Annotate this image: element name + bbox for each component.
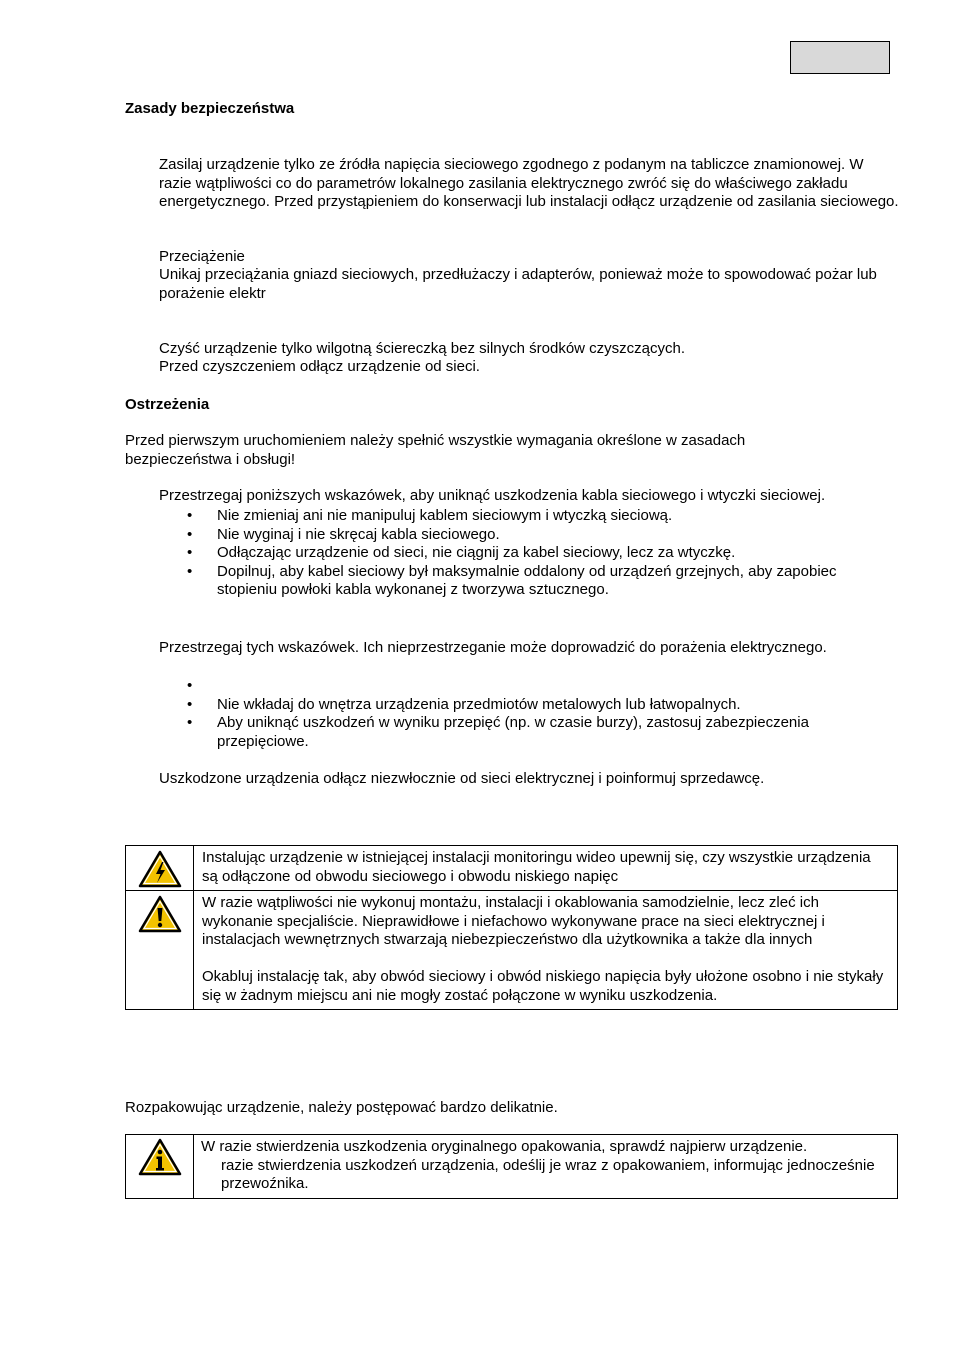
list-item: • Nie wkładaj do wnętrza urządzenia przedmiotów metalowych lub łatwopalnych. — [159, 696, 889, 715]
cable-list — [159, 507, 889, 600]
warnings-heading: Ostrzeżenia — [125, 396, 210, 413]
header-box — [790, 41, 890, 74]
list-item: • Nie zmieniaj ani nie manipuluj kablem sieciowym i wtyczką sieciową. — [159, 507, 889, 526]
list-item: • Nie wyginaj i nie skręcaj kabla sieciowego. — [159, 526, 889, 545]
safety-heading: Zasady bezpieczeństwa — [125, 100, 295, 117]
unpacking-text: Rozpakowując urządzenie, należy postępować bardzo delikatnie. — [125, 1099, 558, 1116]
info-text-line-1: W razie stwierdzenia uszkodzenia oryginalnego opakowania, sprawdź najpierw urządzenie. — [201, 1138, 808, 1155]
warning-row-1-text: Instalując urządzenie w istniejącej instalacji monitoringu wideo upewnij się, czy wszystkie urządzenia są odłączone od obwodu sieciowego i obwodu niskiego napięc — [194, 846, 898, 891]
electric-hazard-icon — [126, 850, 193, 888]
table-row — [126, 1135, 898, 1199]
list-item: • Aby uniknąć uszkodzeń w wyniku przepięć (np. w czasie burzy), zastosuj zabezpieczenia przepięciowe. — [159, 714, 889, 751]
info-table — [125, 1134, 898, 1199]
list-item — [159, 677, 889, 696]
list-item: • Odłączając urządzenie od sieci, nie ciągnij za kabel sieciowy, lecz za wtyczkę. — [159, 544, 889, 563]
damaged-device-note: Uszkodzone urządzenia odłącz niezwłocznie od sieci elektrycznej i poinformuj sprzedawcę. — [159, 770, 765, 787]
info-text-line-2: razie stwierdzenia uszkodzeń urządzenia, odeślij je wraz z opakowaniem, informując jednocześnie przewoźnika. — [221, 1156, 875, 1192]
cleaning-line-2: Przed czyszczeniem odłącz urządzenie od sieci. — [159, 358, 480, 375]
warning-table — [125, 845, 898, 1010]
info-warning-icon — [126, 1138, 193, 1176]
overload-paragraph: Unikaj przeciążania gniazd sieciowych, przedłużaczy i adapterów, ponieważ może to spowodować pożar lub porażenie elektr — [159, 266, 877, 302]
warning-row-2-text-a: W razie wątpliwości nie wykonuj montażu, instalacji i okablowania samodzielnie, lecz zleć ich wykonanie specjaliście. Nieprawidłowe i niefachowo wykonywane prace na sieci elektrycznej i instalacjach wewnętrznych stwarzają niebezpieczeństwo dla użytkownika a także dla innych — [202, 894, 825, 948]
table-row — [126, 846, 898, 891]
overload-title: Przeciążenie — [159, 248, 245, 265]
power-supply-paragraph: Zasilaj urządzenie tylko ze źródła napięcia sieciowego zgodnego z podanym na tabliczce znamionowej. W razie wątpliwości co do parametrów lokalnego zasilania elektrycznego zwróć się do właściwego zakładu energetycznego. Przed przystąpieniem do konserwacji lub instalacji odłącz urządzenie od zasilania sieciowego. — [159, 156, 899, 210]
warning-exclamation-icon — [126, 895, 193, 933]
cable-intro: Przestrzegaj poniższych wskazówek, aby uniknąć uszkodzenia kabla sieciowego i wtyczki sieciowej. — [159, 487, 826, 504]
table-row — [126, 891, 898, 1010]
list-item: • Dopilnuj, aby kabel sieciowy był maksymalnie oddalony od urządzeń grzejnych, aby zapobiec stopieniu powłoki kabla wykonanej z tworzywa sztucznego. — [159, 563, 889, 600]
shock-list — [159, 677, 889, 751]
cleaning-line-1: Czyść urządzenie tylko wilgotną ściereczką bez silnych środków czyszczących. — [159, 340, 686, 357]
warnings-intro: Przed pierwszym uruchomieniem należy spełnić wszystkie wymagania określone w zasadach bezpieczeństwa i obsługi! — [125, 432, 746, 468]
shock-intro: Przestrzegaj tych wskazówek. Ich nieprzestrzeganie może doprowadzić do porażenia elektrycznego. — [159, 639, 827, 656]
warning-row-2-text-b: Okabluj instalację tak, aby obwód sieciowy i obwód niskiego napięcia były ułożone osobno i nie stykały się w żadnym miejscu ani nie mogły zostać połączone w wyniku uszkodzenia. — [202, 968, 884, 1004]
